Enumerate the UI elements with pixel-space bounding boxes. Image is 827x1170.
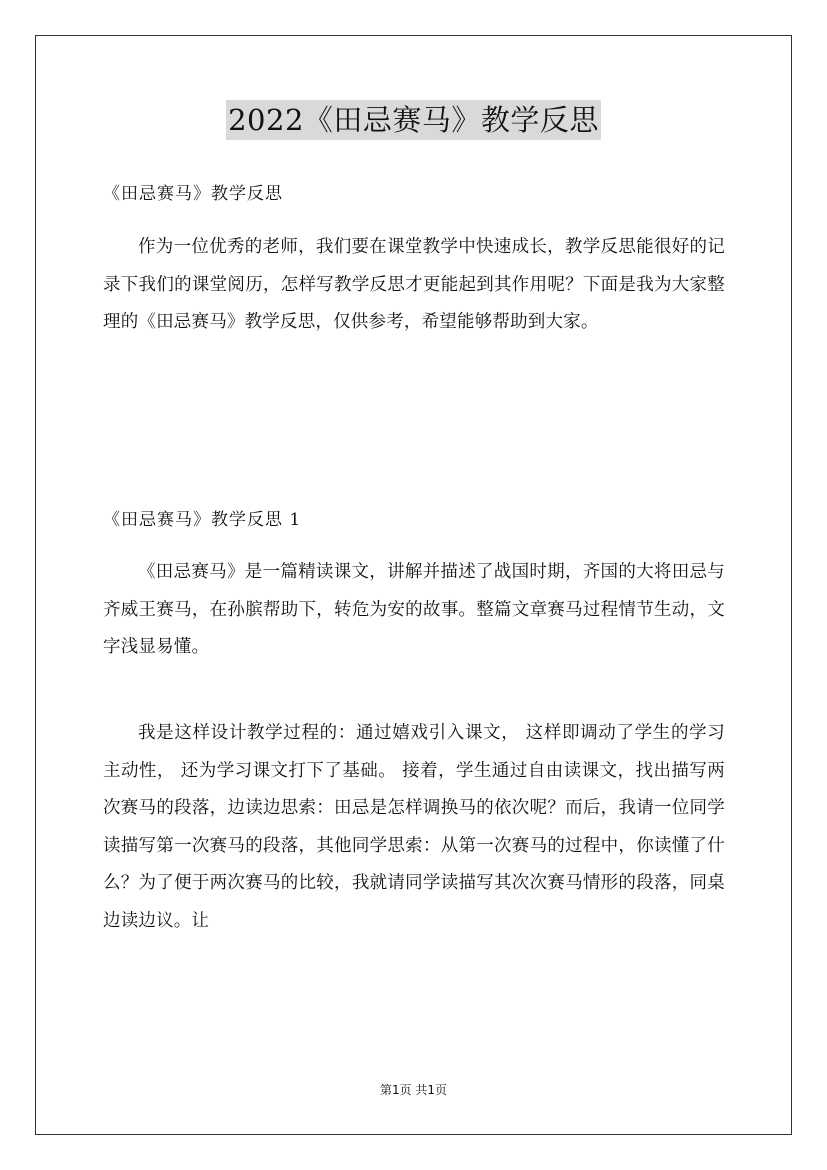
- subheading-main: 《田忌赛马》教学反思: [103, 184, 283, 204]
- subheading-section-1: 《田忌赛马》教学反思 1: [103, 510, 302, 530]
- document-title: 2022《田忌赛马》教学反思: [226, 100, 601, 140]
- intro-paragraph: 作为一位优秀的老师，我们要在课堂教学中快速成长，教学反思能很好的记录下我们的课堂阅历，怎样写教学反思才更能起到其作用呢？下面是我为大家整理的《田忌赛马》教学反思，仅供参考，希望能够帮助到大家。: [103, 237, 725, 332]
- body-paragraph-2: 我是这样设计教学过程的：通过嬉戏引入课文， 这样即调动了学生的学习主动性， 还为学习课文打下了基础。 接着，学生通过自由读课文，找出描写两次赛马的段落，边读边思索：田忌是怎样调换马的依次呢？而后，我请一位同学读描写第一次赛马的段落，其他同学思索：从第一次赛马的过程中，你读懂了什么？为了便于两次赛马的比较，我就请同学读描写其次次赛马情形的段落，同桌边读边议。让: [103, 723, 725, 931]
- body-paragraph-1: 《田忌赛马》是一篇精读课文，讲解并描述了战国时期，齐国的大将田忌与齐威王赛马，在孙膑帮助下，转危为安的故事。整篇文章赛马过程情节生动，文字浅显易懂。: [103, 562, 725, 657]
- page-footer: 第1页 共1页: [379, 1083, 448, 1097]
- title-container: [0, 100, 827, 140]
